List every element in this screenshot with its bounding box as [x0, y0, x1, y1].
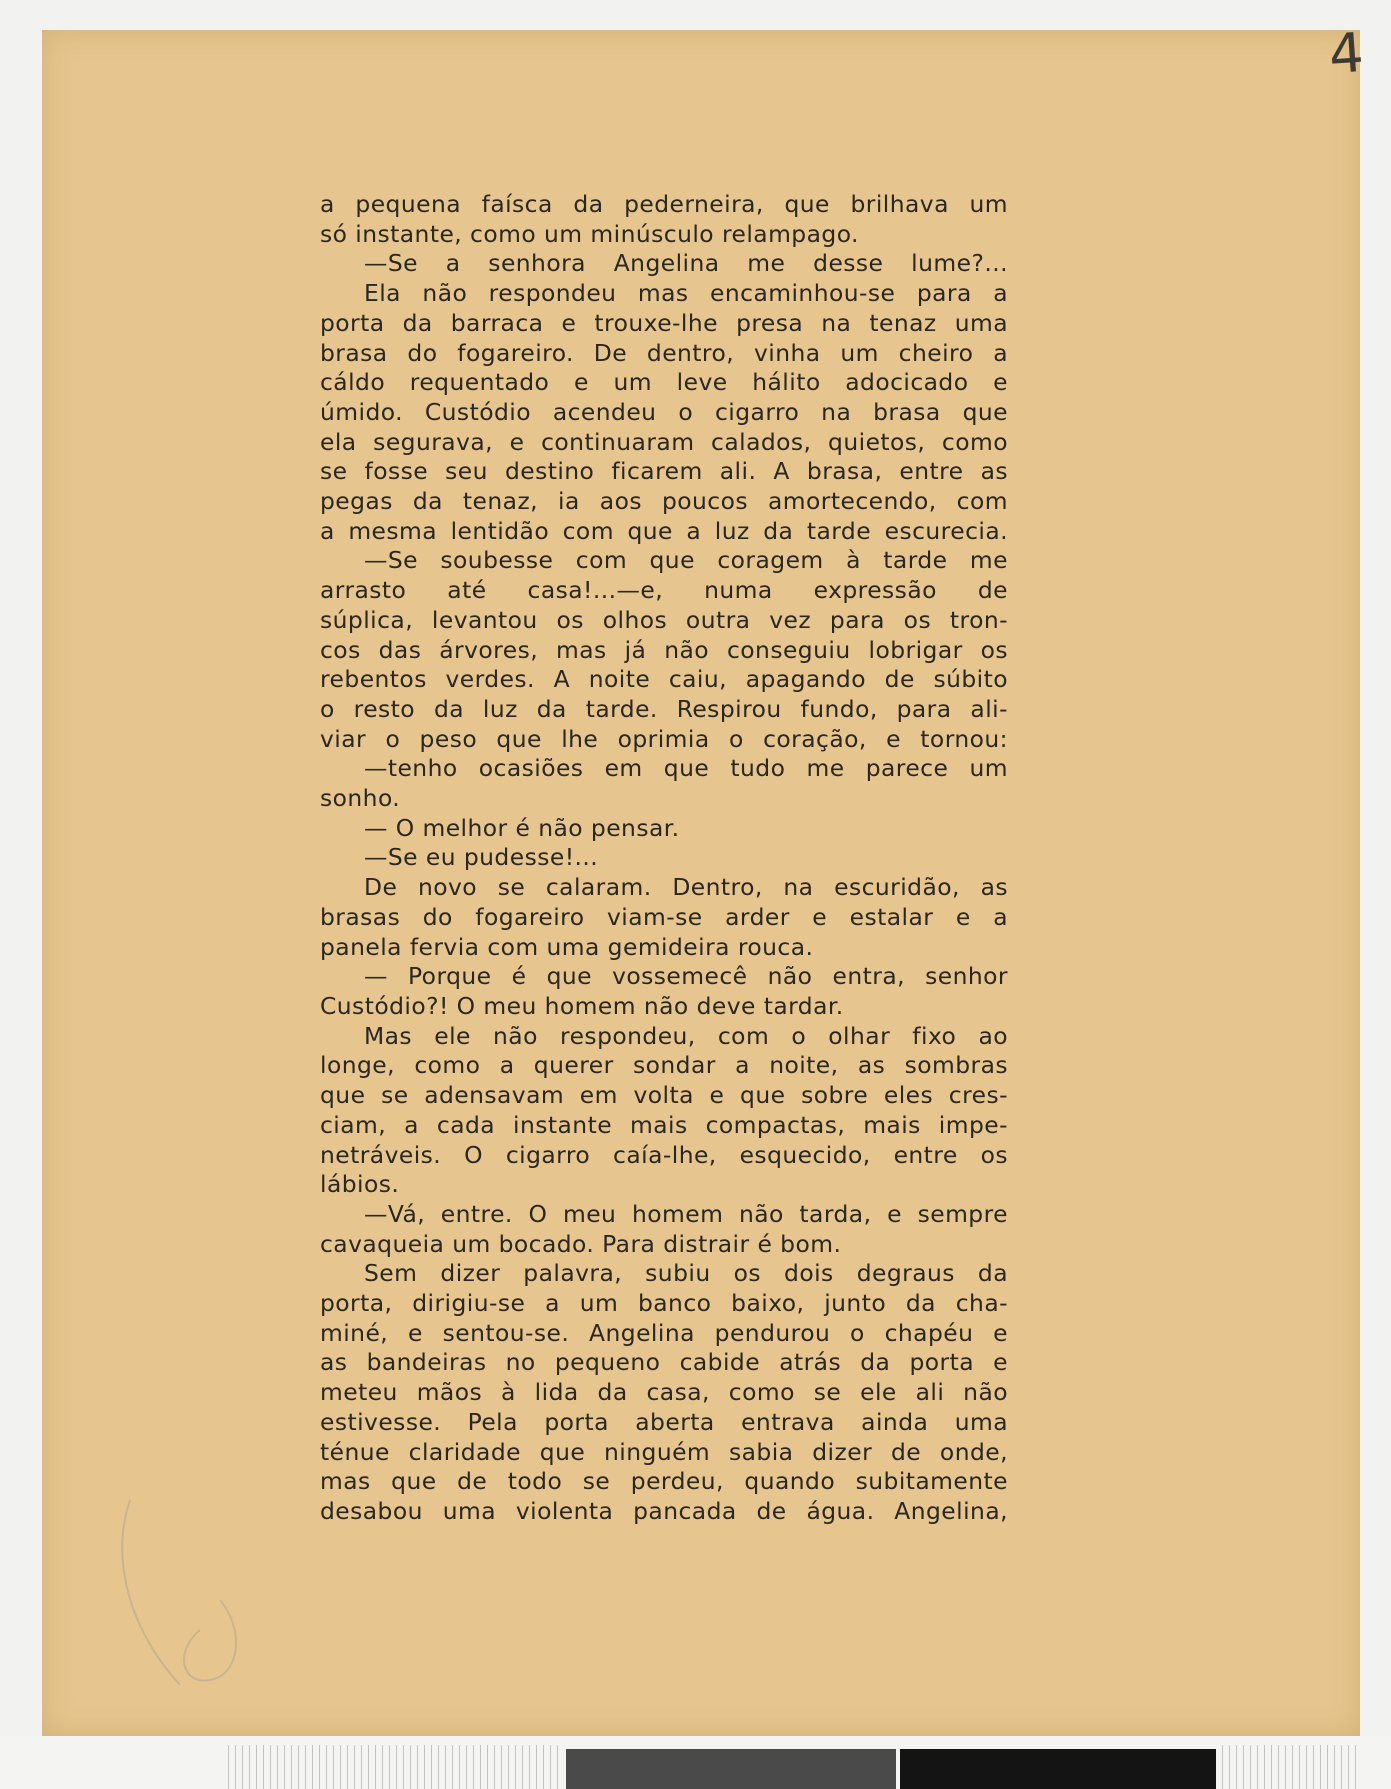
text-line: meteu mãos à lida da casa, como se ele ali não — [320, 1378, 1008, 1407]
text-line: arrasto até casa!...—e, numa expressão de — [320, 576, 1008, 605]
text-line: se fosse seu destino ficarem ali. A brasa, entre as — [320, 457, 1008, 486]
text-line: sonho. — [320, 784, 401, 813]
text-line: a pequena faísca da pederneira, que brilhava um — [320, 190, 1008, 218]
text-line: ela segurava, e continuaram calados, quietos, como — [320, 427, 1008, 456]
text-line: —Se soubesse com que coragem à tarde me — [364, 546, 1008, 575]
document-text-block — [320, 190, 1008, 1527]
text-line: desabou uma violenta pancada de água. Angelina, — [320, 1496, 1008, 1525]
text-line: —tenho ocasiões em que tudo me parece um — [364, 754, 1008, 783]
text-line: — O melhor é não pensar. — [364, 813, 680, 842]
text-line: porta, dirigiu-se a um banco baixo, junto da cha- — [320, 1289, 1008, 1318]
text-line: —Vá, entre. O meu homem não tarda, e sempre — [364, 1199, 1008, 1228]
text-line: a mesma lentidão com que a luz da tarde escurecia. — [320, 516, 1008, 545]
text-line: cos das árvores, mas já não conseguiu lobrigar os — [320, 635, 1008, 664]
text-line: Ela não respondeu mas encaminhou-se para a — [364, 279, 1008, 308]
text-line: Mas ele não respondeu, com o olhar fixo ao — [364, 1021, 1008, 1050]
text-line: ténue claridade que ninguém sabia dizer de onde, — [320, 1437, 1008, 1466]
text-line: longe, como a querer sondar a noite, as sombras — [320, 1051, 1008, 1080]
text-line: cavaqueia um bocado. Para distrair é bom. — [320, 1229, 842, 1258]
text-line: lábios. — [320, 1170, 400, 1199]
text-line: úmido. Custódio acendeu o cigarro na brasa que — [320, 397, 1008, 426]
text-line: só instante, como um minúsculo relampago. — [320, 219, 859, 248]
text-line: De novo se calaram. Dentro, na escuridão, as — [364, 873, 1008, 902]
grey-calibration-bar — [566, 1749, 896, 1789]
text-line: brasa do fogareiro. De dentro, vinha um cheiro a — [320, 338, 1008, 367]
text-line: cáldo requentado e um leve hálito adocicado e — [320, 368, 1008, 397]
text-line: que se adensavam em volta e que sobre eles cres- — [320, 1081, 1008, 1110]
scale-ruler-right — [1222, 1745, 1362, 1789]
text-line: mas que de todo se perdeu, quando subitamente — [320, 1467, 1008, 1496]
text-line: —Se a senhora Angelina me desse lume?... — [364, 249, 1008, 278]
text-line: rebentos verdes. A noite caiu, apagando de súbito — [320, 665, 1008, 694]
text-line: as bandeiras no pequeno cabide atrás da porta e — [320, 1348, 1008, 1377]
text-line: netráveis. O cigarro caía-lhe, esquecido, entre os — [320, 1140, 1008, 1169]
text-line: brasas do fogareiro viam-se arder e estalar e a — [320, 902, 1008, 931]
handwritten-page-number: 4 — [1326, 20, 1366, 87]
text-line: o resto da luz da tarde. Respirou fundo, para ali- — [320, 694, 1008, 723]
scale-ruler — [228, 1745, 563, 1789]
text-line: panela fervia com uma gemideira rouca. — [320, 932, 814, 961]
text-line: viar o peso que lhe oprimia o coração, e tornou: — [320, 724, 1008, 753]
text-line: porta da barraca e trouxe-lhe presa na tenaz uma — [320, 308, 1008, 337]
text-line: —Se eu pudesse!... — [364, 843, 599, 872]
text-line: ciam, a cada instante mais compactas, mais impe- — [320, 1110, 1008, 1139]
text-line: Custódio?! O meu homem não deve tardar. — [320, 991, 844, 1020]
text-line: estivesse. Pela porta aberta entrava ainda uma — [320, 1407, 1008, 1436]
text-line: miné, e sentou-se. Angelina pendurou o chapéu e — [320, 1318, 1008, 1347]
text-line: Sem dizer palavra, subiu os dois degraus da — [364, 1259, 1008, 1288]
text-line: — Porque é que vossemecê não entra, senhor — [364, 962, 1008, 991]
text-line: pegas da tenaz, ia aos poucos amortecendo, com — [320, 487, 1008, 516]
text-line: súplica, levantou os olhos outra vez para os tron- — [320, 605, 1008, 634]
pencil-scribble-mark — [70, 1480, 250, 1700]
black-calibration-bar — [900, 1749, 1216, 1789]
